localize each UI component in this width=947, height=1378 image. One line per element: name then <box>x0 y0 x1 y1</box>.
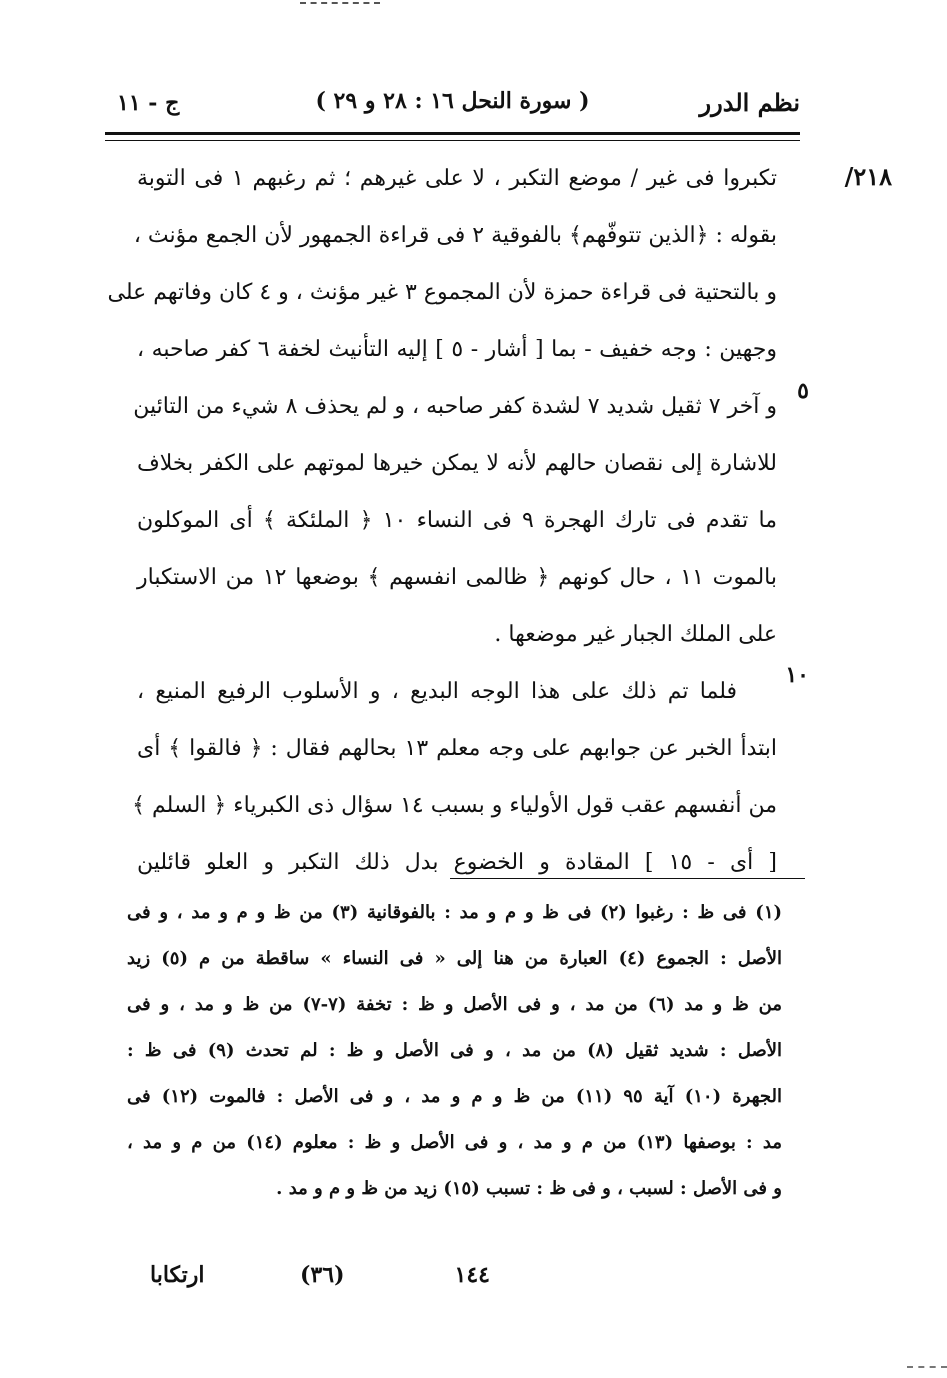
footnotes <box>127 890 782 1212</box>
text-line: للاشارة إلى نقصان حالهم لأنه لا يمكن خيرها لموتهم على الكفر بخلاف <box>137 451 777 476</box>
footnote-line: الأصل : الجموع (٤) العبارة من هنا إلى « فى النساء » ساقطة من م (٥) زيد <box>127 948 782 969</box>
scan-edge-mark <box>907 1366 947 1368</box>
page-footer <box>150 1262 550 1296</box>
text-line: تكبروا فى غير / موضع التكبر ، لا على غيرهم ؛ ثم رغبهم ١ فى التوبة <box>137 166 777 191</box>
footnote-line: الجهرة (١٠) آية ٩٥ (١١) من ظ و م و مد ، و فى الأصل : فالموت (١٢) فى <box>127 1086 782 1107</box>
margin-line-number-10: ١٠ <box>785 662 809 688</box>
text-line: على الملك الجبار غير موضعها . <box>494 622 777 647</box>
catchword: ارتكابا <box>150 1262 205 1288</box>
text-line: وجهين : وجه خفيف - بما [ أشار - ٥ ] إليه التأنيث لخفة ٦ كفر صاحبه ، <box>137 337 777 362</box>
text-line: ابتدأ الخبر عن جوابهم على وجه معلم ١٣ بحالهم فقال : ﴿ فالقوا ﴾ أى <box>137 736 777 761</box>
header-divider <box>105 132 800 141</box>
book-title: نظم الدرر <box>699 88 800 117</box>
footnote-line: و فى الأصل : لسبب ، و فى ظ : تسبب (١٥) زيد من ظ و م و مد . <box>276 1178 782 1199</box>
page-number: ١٤٤ <box>454 1262 490 1288</box>
sheet-number: (٣٦) <box>300 1262 345 1288</box>
main-text <box>107 150 777 891</box>
text-line: فلما تم ذلك على هذا الوجه البديع ، و الأسلوب الرفيع المنيع ، <box>137 679 737 704</box>
volume-reference: ج - ١١ <box>117 90 180 116</box>
footnote-line: مد : بوصفها (١٣) من م و مد ، و فى الأصل و ظ : معلوم (١٤) من م و مد ، <box>127 1132 783 1153</box>
surah-reference: ( سورة النحل ١٦ : ٢٨ و ٢٩ ) <box>315 88 590 114</box>
text-line: و بالتحتية فى قراءة حمزة لأن المجموع ٣ غير مؤنث ، و ٤ كان وفاتهم على <box>107 280 777 305</box>
footnote-divider <box>450 878 805 879</box>
margin-page-reference: ٢١٨/ <box>844 162 892 191</box>
text-line: [ أى - ١٥ ] المقادة و الخضوع بدل ذلك التكبر و العلو قائلين <box>137 850 777 875</box>
scan-edge-mark <box>300 2 380 4</box>
footnote-line: الأصل : شديد ثقيل (٨) من مد ، و فى الأصل و ظ : لم تحدث (٩) فى ظ : <box>127 1040 783 1061</box>
footnote-line: من ظ و مد (٦) من مد ، و فى الأصل و ظ : تخفة (٧-٧) من ظ و مد ، و فى <box>127 994 783 1015</box>
footnote-line: (١) فى ظ : رغبوا (٢) فى ظ و م و مد : بالفوقانية (٣) من ظ و م و مد ، و فى <box>127 902 783 923</box>
text-line: ما تقدم فى تارك الهجرة ٩ فى النساء ١٠ ﴿ الملئكة ﴾ أى الموكلون <box>137 508 777 533</box>
margin-line-number-5: ٥ <box>797 378 809 404</box>
text-line: بقوله : ﴿الذين تتوفّهم﴾ بالفوقية ٢ فى قراءة الجمهور لأن الجمع مؤنث ، <box>133 223 777 248</box>
text-line: و آخر ٧ ثقيل شديد ٧ لشدة كفر صاحبه ، و لم يحذف ٨ شيء من التائين <box>133 394 777 419</box>
page-header <box>105 88 800 128</box>
text-line: من أنفسهم عقب قول الأولياء و بسبب ١٤ سؤال ذى الكبرياء ﴿ السلم ﴾ <box>132 793 777 818</box>
text-line: بالموت ١١ ، حال كونهم ﴿ ظالمى انفسهم ﴾ بوضعها ١٢ من الاستكبار <box>137 565 777 590</box>
